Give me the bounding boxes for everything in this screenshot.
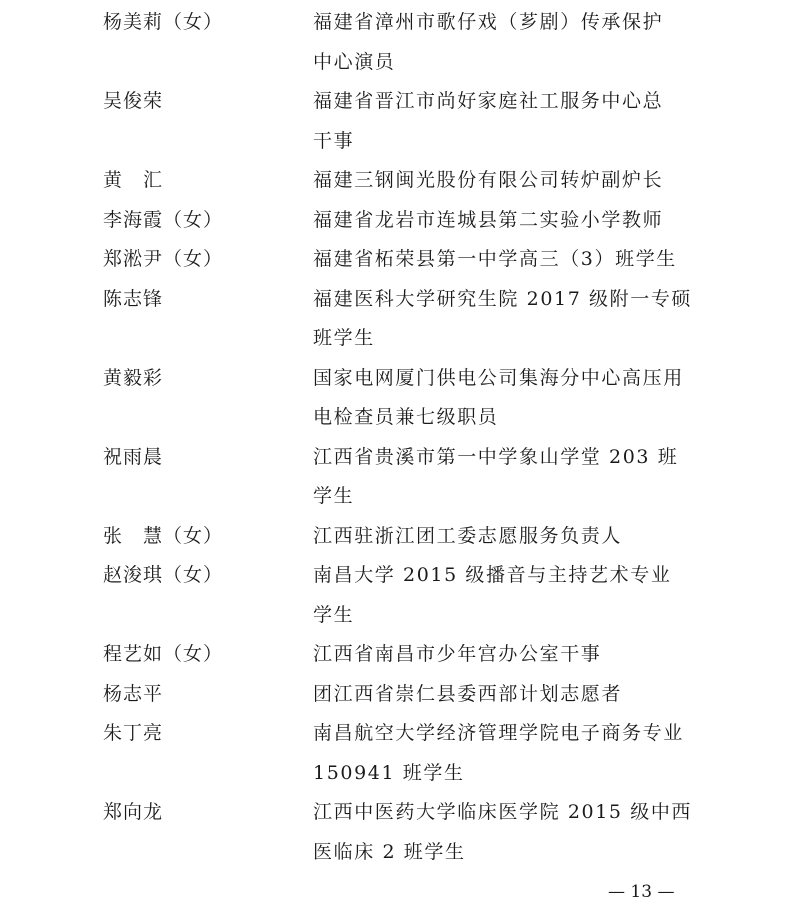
person-name: 程艺如（女） (103, 643, 224, 665)
person-description (313, 239, 698, 279)
description-line: 电检查员兼七级职员 (313, 406, 499, 428)
page-number: — 13 — (608, 882, 675, 902)
person-name: 杨志平 (103, 682, 164, 705)
person-description (313, 2, 698, 81)
person-name: 赵浚琪（女） (103, 564, 224, 586)
description-line: 医临床 2 班学生 (313, 840, 466, 863)
person-description (313, 713, 698, 792)
description-line: 江西省南昌市少年宫办公室干事 (313, 643, 602, 665)
person-name: 陈志锋 (103, 287, 164, 310)
description-line: 福建三钢闽光股份有限公司转炉副炉长 (313, 169, 664, 191)
description-line: 福建省龙岩市连城县第二实验小学教师 (313, 208, 664, 231)
description-line: 中心演员 (313, 50, 396, 73)
person-description (313, 437, 698, 516)
person-description (313, 81, 698, 160)
description-line: 福建省晋江市尚好家庭社工服务中心总 (313, 90, 664, 112)
person-description (313, 358, 698, 437)
description-line: 福建省柘荣县第一中学高三（3）班学生 (313, 248, 677, 270)
description-line: 国家电网厦门供电公司集海分中心高压用 (313, 366, 684, 389)
description-line: 江西中医药大学临床医学院 2015 级中西 (313, 801, 693, 823)
description-line: 福建医科大学研究生院 2017 级附一专硕 (313, 287, 693, 310)
person-description (313, 516, 698, 556)
description-line: 学生 (313, 485, 355, 507)
person-name: 吴俊荣 (103, 90, 164, 112)
person-name: 黄毅彩 (103, 366, 164, 389)
description-line: 南昌航空大学经济管理学院电子商务专业 (313, 722, 684, 744)
person-name: 杨美莉（女） (103, 11, 224, 33)
description-line: 江西驻浙江团工委志愿服务负责人 (313, 524, 623, 547)
description-line: 江西省贵溪市第一中学象山学堂 203 班 (313, 445, 679, 468)
person-description (313, 674, 698, 714)
description-line: 干事 (313, 129, 355, 152)
person-name: 郑向龙 (103, 801, 164, 823)
description-line: 南昌大学 2015 级播音与主持艺术专业 (313, 564, 672, 586)
person-name: 黄 汇 (103, 169, 164, 191)
description-line: 团江西省崇仁县委西部计划志愿者 (313, 682, 623, 705)
description-line: 班学生 (313, 327, 375, 349)
person-description (313, 634, 698, 674)
person-description (313, 555, 698, 634)
person-name: 祝雨晨 (103, 445, 164, 468)
description-line: 150941 班学生 (313, 761, 465, 784)
person-description (313, 200, 698, 240)
description-line: 学生 (313, 603, 355, 626)
description-line: 福建省漳州市歌仔戏（芗剧）传承保护 (313, 11, 664, 33)
person-name: 李海霞（女） (103, 208, 224, 231)
person-name: 朱丁亮 (103, 722, 164, 744)
person-name: 郑淞尹（女） (103, 248, 224, 270)
person-name: 张 慧（女） (103, 524, 224, 547)
person-description (313, 792, 698, 871)
person-description (313, 279, 698, 358)
person-description (313, 160, 698, 200)
